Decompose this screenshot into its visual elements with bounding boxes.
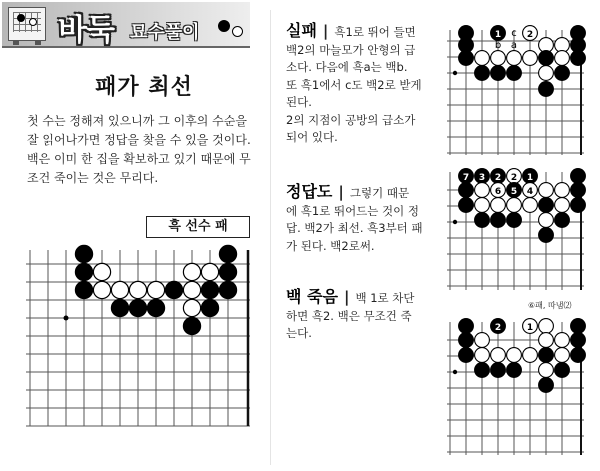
white-stone <box>555 183 570 198</box>
header-title: 바둑 <box>58 13 114 48</box>
ko-footnote: ⑥패, 따냄⑵ <box>528 301 572 310</box>
black-stone <box>475 66 490 81</box>
white-stone <box>201 263 218 280</box>
black-stone <box>539 348 554 363</box>
black-stone <box>571 51 586 66</box>
section-line: 답. 백2가 최선. 흑3부터 패 <box>286 221 423 235</box>
black-stone <box>219 263 236 280</box>
white-stone <box>475 183 490 198</box>
black-stone <box>571 183 586 198</box>
black-stone <box>491 213 506 228</box>
header-subtitle: 묘수풀이 <box>130 22 200 43</box>
section-heading: 실패 <box>286 21 317 40</box>
black-stone <box>459 51 474 66</box>
section-line: 된다. <box>286 95 312 109</box>
white-stone <box>523 198 538 213</box>
white-stone <box>475 348 490 363</box>
black-stone <box>507 363 522 378</box>
black-stone <box>571 169 586 184</box>
section-line: 흑1로 뛰어 들면 <box>334 25 416 39</box>
white-stone <box>555 333 570 348</box>
star-point <box>453 71 457 75</box>
black-stone <box>507 213 522 228</box>
black-stone <box>183 317 200 334</box>
black-stone <box>147 299 164 316</box>
star-point <box>453 370 457 374</box>
white-stone <box>129 281 146 298</box>
white-stone <box>491 198 506 213</box>
black-stone <box>475 213 490 228</box>
move-number: 2 <box>494 323 502 333</box>
problem-board <box>26 245 250 426</box>
white-stone <box>539 213 554 228</box>
white-stone <box>147 281 164 298</box>
intro-line: 잘 읽어나가면 정답을 찾을 수 있을 것이다. <box>27 133 251 147</box>
black-stone <box>491 66 506 81</box>
section-line: 또 흑1에서 c도 백2로 받게 <box>286 77 422 92</box>
section-line: 가 된다. 백2로써. <box>286 238 375 253</box>
black-stone <box>75 263 92 280</box>
white-stone <box>475 51 490 66</box>
point-marker: c <box>511 28 517 39</box>
section-line: 백 1로 차단 <box>355 291 415 305</box>
white-stone <box>183 263 200 280</box>
white-stone <box>539 333 554 348</box>
black-stone <box>459 319 474 334</box>
white-stone <box>523 348 538 363</box>
heading-bar: | <box>343 288 350 306</box>
black-stone <box>571 319 586 334</box>
black-stone <box>571 348 586 363</box>
section-heading: 정답도 <box>286 182 333 201</box>
dead-first-line <box>286 288 426 308</box>
black-stone <box>459 333 474 348</box>
heading-bar: | <box>322 22 329 40</box>
black-stone <box>475 363 490 378</box>
white-stone <box>507 51 522 66</box>
star-point <box>64 316 69 321</box>
black-stone <box>459 198 474 213</box>
star-point <box>453 220 457 224</box>
black-stone <box>555 213 570 228</box>
black-stone <box>201 299 218 316</box>
intro-line: 첫 수는 정해져 있으니까 그 이후의 수순을 <box>27 114 247 128</box>
white-stone <box>111 281 128 298</box>
white-stone <box>555 348 570 363</box>
white-stone <box>491 51 506 66</box>
black-stone <box>459 183 474 198</box>
black-stone <box>129 299 146 316</box>
black-stone <box>539 82 554 97</box>
black-stone <box>571 198 586 213</box>
point-marker: a <box>510 40 518 51</box>
move-number: 7 <box>462 173 470 183</box>
white-stone <box>507 198 522 213</box>
move-number: 3 <box>478 173 486 183</box>
white-stone <box>183 299 200 316</box>
white-stone <box>507 348 522 363</box>
point-marker: b <box>494 40 502 51</box>
section-line: 백2의 마늘모가 안형의 급 <box>286 42 416 57</box>
white-stone <box>555 198 570 213</box>
black-stone <box>459 348 474 363</box>
move-number: 1 <box>526 173 534 183</box>
answer-section <box>286 183 426 255</box>
black-stone <box>491 363 506 378</box>
black-stone <box>539 198 554 213</box>
answer-diagram <box>447 169 585 290</box>
white-stone <box>93 263 110 280</box>
black-stone <box>539 378 554 393</box>
black-stone <box>571 333 586 348</box>
black-stone <box>539 228 554 243</box>
black-stone <box>555 66 570 81</box>
white-stone <box>539 363 554 378</box>
black-stone <box>111 299 128 316</box>
fail-first-line <box>286 22 426 42</box>
move-number: 4 <box>526 187 534 197</box>
white-stone <box>539 66 554 81</box>
white-stone <box>491 348 506 363</box>
white-stone <box>555 51 570 66</box>
black-stone <box>539 51 554 66</box>
heading-bar: | <box>338 183 344 201</box>
move-number: 5 <box>510 187 518 197</box>
section-line: 에 흑1로 뛰어드는 것이 정 <box>286 203 420 218</box>
move-number: 2 <box>526 30 534 40</box>
white-stone <box>183 281 200 298</box>
black-stone <box>555 363 570 378</box>
intro-line: 백은 이미 한 집을 확보하고 있기 때문에 무 <box>27 152 251 166</box>
white-stone <box>539 319 554 334</box>
fail-diagram <box>447 26 585 155</box>
black-stone <box>219 245 236 262</box>
section-line: 되어 있다. <box>286 130 338 144</box>
black-stone <box>75 245 92 262</box>
move-number: 1 <box>494 30 502 40</box>
black-stone <box>165 281 182 298</box>
white-stone <box>475 333 490 348</box>
section-line: 소다. 다음에 흑a는 백b. <box>286 60 408 74</box>
section-line: 하면 흑2. 백은 무조건 죽 <box>286 308 412 323</box>
section-heading: 백 죽음 <box>286 287 338 306</box>
section-line: 그렇기 때문 <box>349 186 410 200</box>
section-line: 2의 지점이 공방의 급소가 <box>286 112 416 127</box>
black-stone <box>507 66 522 81</box>
intro-line: 조건 죽이는 것은 무리다. <box>27 171 159 185</box>
move-number: 6 <box>494 187 502 197</box>
problem-title: 패가 최선 <box>95 75 193 100</box>
black-stone <box>75 281 92 298</box>
move-number: 2 <box>494 173 502 183</box>
section-line: 는다. <box>286 326 312 340</box>
dead-section <box>286 288 426 343</box>
problem-label: 흑 선수 패 <box>146 216 250 238</box>
fail-section <box>286 22 426 147</box>
move-number: 2 <box>510 173 518 183</box>
black-stone <box>219 281 236 298</box>
white-stone <box>475 198 490 213</box>
white-stone <box>523 51 538 66</box>
move-number: 1 <box>526 323 534 333</box>
dead-diagram <box>447 319 585 455</box>
white-stone <box>93 281 110 298</box>
answer-first-line <box>286 183 426 203</box>
black-stone <box>201 281 218 298</box>
white-stone <box>539 183 554 198</box>
